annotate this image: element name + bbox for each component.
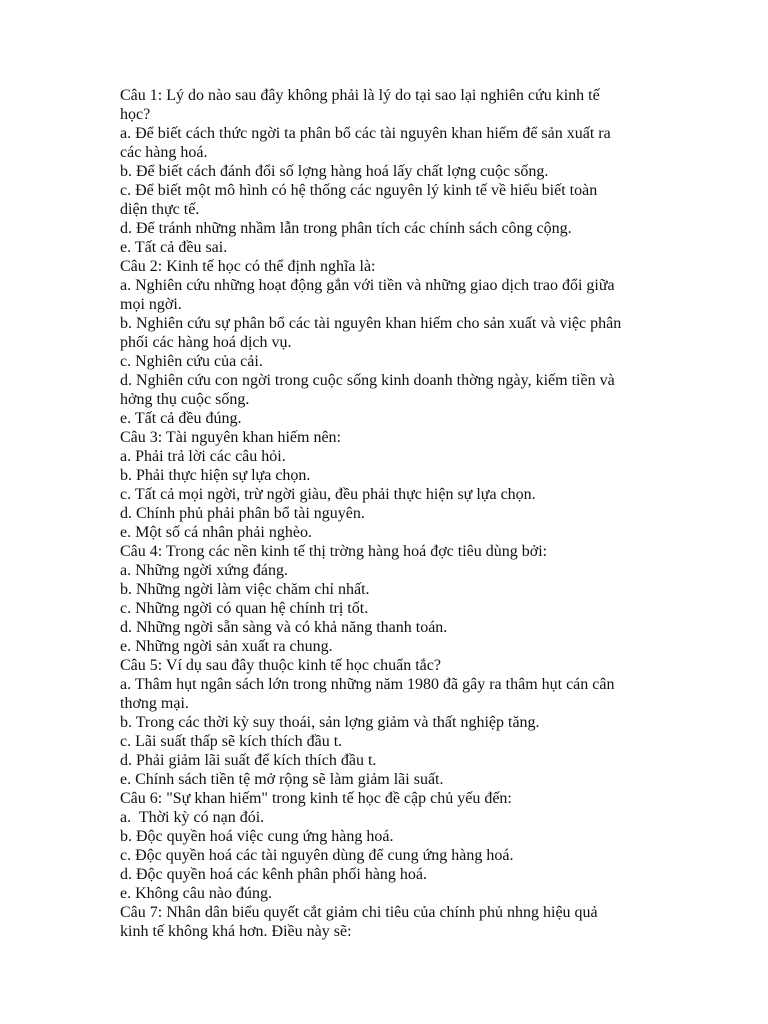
text-line: e. Tất cả đều sai.	[120, 239, 228, 256]
text-line: d. Phải giảm lãi suất để kích thích đầu t.	[120, 752, 377, 769]
text-line: b. Những ngời làm việc chăm chỉ nhất.	[120, 581, 370, 598]
text-line: c. Lãi suất thấp sẽ kích thích đầu t.	[120, 733, 343, 750]
text-line: c. Để biết một mô hình có hệ thống các nguyên lý kinh tế về hiểu biết toàn	[120, 182, 598, 199]
text-line: a. Nghiên cứu những hoạt động gắn với tiền và những giao dịch trao đổi giữa	[120, 277, 615, 294]
text-line: kinh tế không khá hơn. Điều này sẽ:	[120, 923, 352, 940]
text-line: e. Một số cá nhân phải nghèo.	[120, 524, 312, 541]
text-line: Câu 3: Tài nguyên khan hiếm nên:	[120, 429, 341, 446]
text-line: d. Để tránh những nhầm lẫn trong phân tích các chính sách công cộng.	[120, 220, 572, 237]
text-line: a. Thời kỳ có nạn đói.	[120, 809, 265, 826]
text-line: d. Độc quyền hoá các kênh phân phối hàng hoá.	[120, 866, 428, 883]
text-line: c. Nghiên cứu của cải.	[120, 353, 263, 370]
text-line: a. Những ngời xứng đáng.	[120, 562, 289, 579]
text-line: e. Tất cả đều đúng.	[120, 410, 242, 427]
text-line: d. Những ngời sẵn sàng và có khả năng thanh toán.	[120, 619, 448, 636]
text-line: Câu 1: Lý do nào sau đây không phải là lý do tại sao lại nghiên cứu kinh tế	[120, 87, 600, 104]
text-line: diện thực tế.	[120, 201, 200, 218]
text-line: Câu 4: Trong các nền kinh tế thị trờng hàng hoá đợc tiêu dùng bởi:	[120, 543, 548, 560]
text-line: d. Chính phủ phải phân bổ tài nguyên.	[120, 505, 365, 522]
text-line: d. Nghiên cứu con ngời trong cuộc sống kinh doanh thờng ngày, kiếm tiền và	[120, 372, 615, 389]
text-line: b. Độc quyền hoá việc cung ứng hàng hoá.	[120, 828, 394, 845]
question-text-block	[120, 86, 700, 941]
text-line: hởng thụ cuộc sống.	[120, 391, 250, 408]
text-line: c. Những ngời có quan hệ chính trị tốt.	[120, 600, 369, 617]
text-line: e. Những ngời sản xuất ra chung.	[120, 638, 333, 655]
text-line: b. Trong các thời kỳ suy thoái, sản lợng giảm và thất nghiệp tăng.	[120, 714, 540, 731]
text-line: e. Chính sách tiền tệ mở rộng sẽ làm giảm lãi suất.	[120, 771, 444, 788]
text-line: Câu 5: Ví dụ sau đây thuộc kinh tế học chuẩn tắc?	[120, 657, 441, 674]
text-line: a. Để biết cách thức ngời ta phân bổ các tài nguyên khan hiếm để sản xuất ra	[120, 125, 611, 142]
text-line: học?	[120, 106, 151, 123]
text-line: a. Thâm hụt ngân sách lớn trong những năm 1980 đã gây ra thâm hụt cán cân	[120, 676, 615, 693]
text-line: b. Nghiên cứu sự phân bổ các tài nguyên khan hiếm cho sản xuất và việc phân	[120, 315, 622, 332]
text-line: thơng mại.	[120, 695, 189, 712]
text-line: Câu 2: Kinh tế học có thể định nghĩa là:	[120, 258, 376, 275]
text-line: Câu 6: "Sự khan hiếm" trong kinh tế học đề cập chủ yếu đến:	[120, 790, 512, 807]
text-line: b. Phải thực hiện sự lựa chọn.	[120, 467, 311, 484]
text-line: a. Phải trả lời các câu hỏi.	[120, 448, 286, 465]
text-line: e. Không câu nào đúng.	[120, 885, 272, 902]
text-line: c. Độc quyền hoá các tài nguyên dùng để cung ứng hàng hoá.	[120, 847, 514, 864]
text-line: mọi ngời.	[120, 296, 182, 313]
text-line: phối các hàng hoá dịch vụ.	[120, 334, 292, 351]
text-line: b. Để biết cách đánh đổi số lợng hàng hoá lấy chất lợng cuộc sống.	[120, 163, 549, 180]
text-line: Câu 7: Nhân dân biểu quyết cắt giảm chi tiêu của chính phủ nhng hiệu quả	[120, 904, 598, 921]
text-line: c. Tất cả mọi ngời, trừ ngời giàu, đều phải thực hiện sự lựa chọn.	[120, 486, 536, 503]
text-line: các hàng hoá.	[120, 144, 208, 161]
